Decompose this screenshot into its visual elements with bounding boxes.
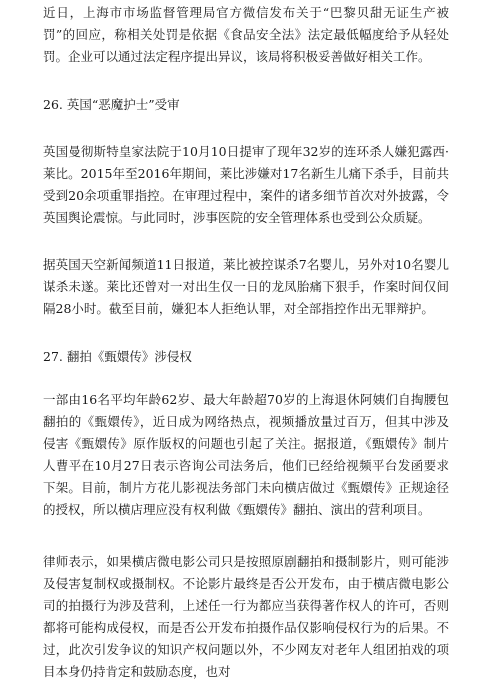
section-27-paragraph-2: 律师表示，如果横店微电影公司只是按照原剧翻拍和摄制影片，则可能涉及侵害复制权或摄制权。不论影片最终是否公开发布，由于横店微电影公司的拍摄行为涉及营利，上述任一行为都应当获得著作权人的许可，否则都将可能构成侵权，而是否公开发布拍摄作品仅影响侵权行为的后果。不过，此次引发争议的知识产权问题以外，不少网友对老年人组团拍戏的项目本身仍持肯定和鼓励态度，也对 <box>43 554 449 679</box>
paragraph-intro: 近日，上海市市场监督管理局官方微信发布关于“巴黎贝甜无证生产被罚”的回应，称相关处罚是依据《食品安全法》法定最低幅度给予从轻处罚。企业可以通过法定程序提出异议，该局将积极妥善做好相关工作。 <box>43 5 449 64</box>
section-heading-27: 27. 翻拍《甄嬛传》涉侵权 <box>43 349 192 364</box>
section-27-paragraph-1: 一部由16名平均年龄62岁、最大年龄超70岁的上海退休阿姨们自掏腰包翻拍的《甄嬛传》，近日成为网络热点，视频播放量过百万，但其中涉及侵害《甄嬛传》原作版权的问题也引起了关注。据报道，《甄嬛传》制片人曹平在10月27日表示咨询公司法务后，他们已经给视频平台发函要求下架。目前，制片方花儿影视法务部门未向横店做过《甄嬛传》正规途径的授权，所以横店理应没有权利做《甄嬛传》翻拍、演出的营利项目。 <box>43 392 449 517</box>
section-26-paragraph-1: 英国曼彻斯特皇家法院于10月10日提审了现年32岁的连环杀人嫌犯露西·莱比。2015年至2016年期间，莱比涉嫌对17名新生儿痛下杀手，目前共受到20余项重罪指控。在审理过程中，案件的诸多细节首次对外披露，令英国舆论震惊。与此同时，涉事医院的安全管理体系也受到公众质疑。 <box>43 144 449 225</box>
section-26-paragraph-2: 据英国天空新闻频道11日报道，莱比被控谋杀7名婴儿，另外对10名婴儿谋杀未遂。莱比还曾对一对出生仅一日的龙凤胎痛下狠手，作案时间仅间隔28小时。截至目前，嫌犯本人拒绝认罪，对全部指控作出无罪辩护。 <box>43 257 449 316</box>
section-heading-26: 26. 英国“恶魔护士”受审 <box>43 97 180 112</box>
